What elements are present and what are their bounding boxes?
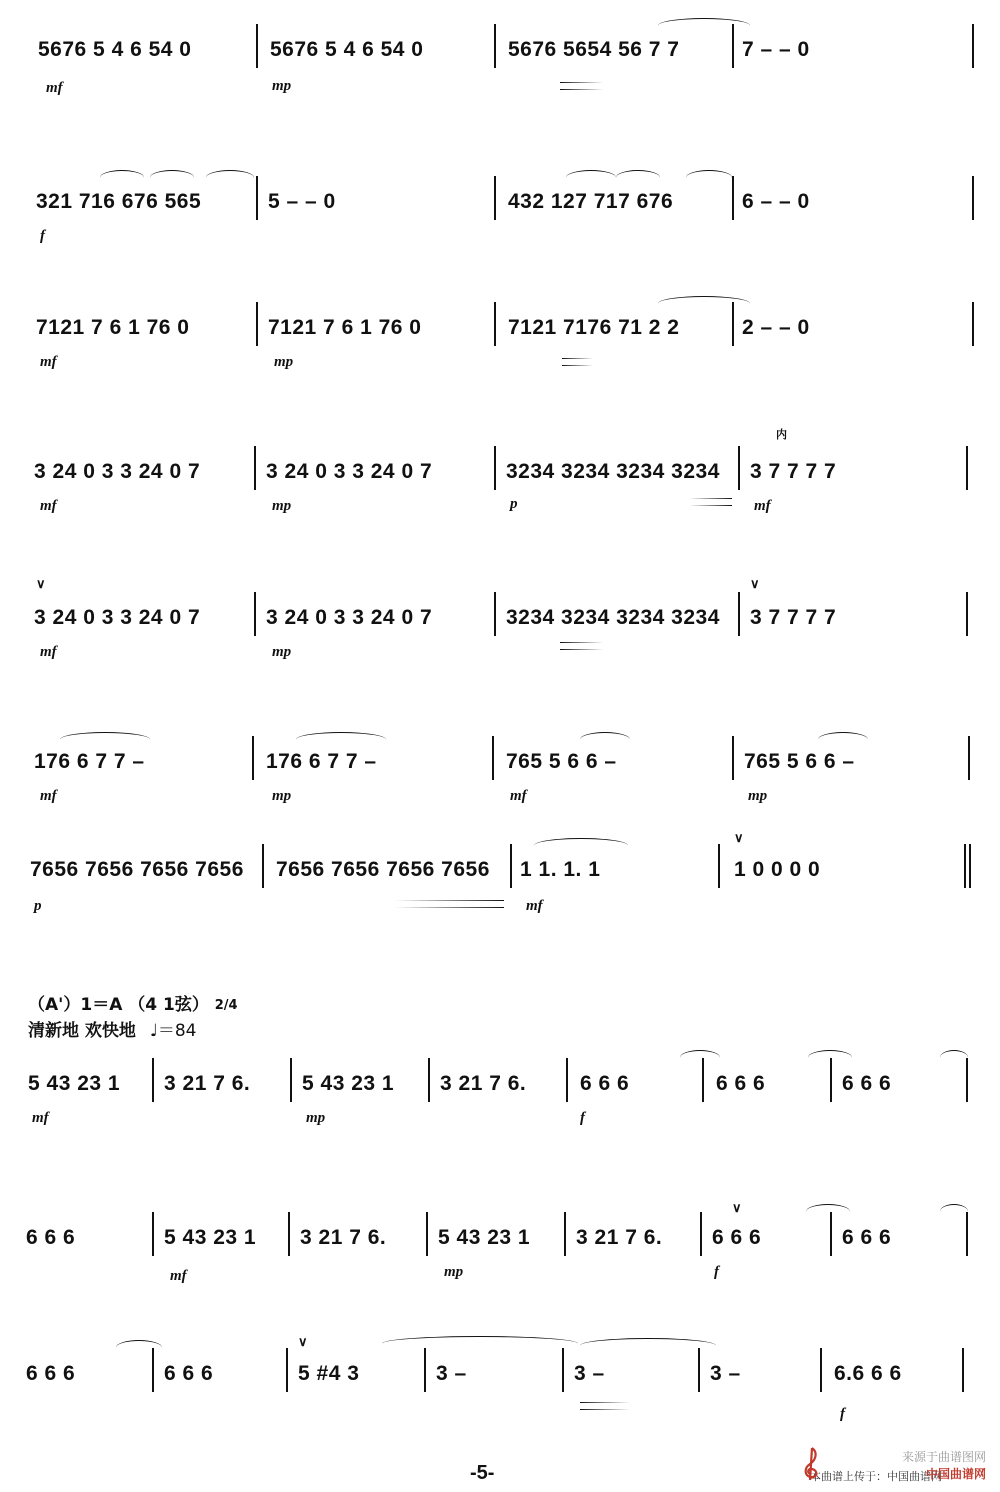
upload-note: 本曲谱上传于：中国曲谱网	[810, 1471, 942, 1483]
barline	[968, 736, 970, 780]
watermark-site-name[interactable]: 中国曲谱网	[925, 1467, 986, 1481]
dynamic-mark: mf	[510, 788, 527, 804]
barline	[510, 844, 512, 888]
slur	[580, 732, 630, 747]
tempo-line: 清新地 欢快地 ♩＝84	[28, 1021, 197, 1041]
barline	[152, 1212, 154, 1256]
dynamic-mark: mf	[40, 354, 57, 370]
system-8: 5 43 23 1 3 21 7 6. 5 43 23 1 3 21 7 6. 6 6 6 6 6 6 6 6 6 mf mp f	[0, 1072, 1000, 1132]
time-signature: 2/4	[214, 997, 238, 1013]
slur	[940, 1204, 968, 1219]
dynamic-mark: f	[40, 228, 45, 244]
barline	[286, 1348, 288, 1392]
dynamic-mark: p	[510, 496, 518, 512]
dynamic-mark: mp	[748, 788, 768, 804]
dynamic-mark: mp	[444, 1264, 464, 1280]
barline	[254, 446, 256, 490]
barline	[494, 446, 496, 490]
dynamic-mark: mf	[170, 1268, 187, 1284]
decrescendo-hairpin	[560, 642, 732, 650]
barline	[718, 844, 720, 888]
barline	[700, 1212, 702, 1256]
dynamic-mark: f	[580, 1110, 585, 1126]
barline	[492, 736, 494, 780]
barline	[290, 1058, 292, 1102]
slur	[818, 732, 868, 747]
slur	[686, 170, 732, 185]
dynamic-mark: mf	[46, 80, 63, 96]
dynamic-mark: mf	[526, 898, 543, 914]
barline	[564, 1212, 566, 1256]
slur	[60, 732, 150, 747]
system-10: 6 6 6 6 6 6 5 #4 3 3 – 3 – 3 – 6.6 6 6 f ∨	[0, 1362, 1000, 1422]
barline	[494, 24, 496, 68]
barline	[738, 446, 740, 490]
barline	[494, 592, 496, 636]
breath-mark-icon: ∨	[298, 1334, 308, 1349]
dynamic-mark: p	[34, 898, 42, 914]
slur	[206, 170, 254, 185]
barline	[962, 1348, 964, 1392]
slur	[808, 1050, 852, 1065]
slur	[150, 170, 194, 185]
barline	[426, 1212, 428, 1256]
barline	[262, 844, 264, 888]
dynamic-mark: mp	[306, 1110, 326, 1126]
breath-mark-icon: ∨	[750, 576, 760, 591]
page-number: -5-	[470, 1462, 495, 1484]
tie-slur	[534, 838, 628, 853]
system-9: 6 6 6 5 43 23 1 3 21 7 6. 5 43 23 1 3 21 7 6. 6 6 6 6 6 6 mf mp f ∨	[0, 1226, 1000, 1286]
system-2: 321 716 676 565 5 – – 0 432 127 717 676 6 – – 0 f	[0, 190, 1000, 250]
barline	[732, 736, 734, 780]
system-5: 3 24 0 3 3 24 0 7 3 24 0 3 3 24 0 7 3234 3234 3234 3234 3 7 7 7 7 mf mp ∨ ∨	[0, 606, 1000, 666]
slur	[616, 170, 660, 185]
key-signature-line: （A'）1＝A （4 1弦） 2/4	[28, 995, 238, 1015]
barline	[732, 176, 734, 220]
barline	[972, 24, 974, 68]
dynamic-mark: mp	[272, 498, 292, 514]
dynamic-mark: mp	[272, 78, 292, 94]
dynamic-mark: f	[714, 1264, 719, 1280]
slur	[806, 1204, 850, 1219]
decrescendo-hairpin	[562, 358, 684, 366]
breath-mark-icon: ∨	[732, 1200, 742, 1215]
slur	[680, 1050, 720, 1065]
barline	[256, 302, 258, 346]
barline	[152, 1058, 154, 1102]
tie-slur	[382, 1336, 578, 1351]
final-barline	[964, 844, 966, 888]
barline	[972, 176, 974, 220]
dynamic-mark: mp	[274, 354, 294, 370]
dynamic-mark: mf	[40, 498, 57, 514]
breath-mark-icon: ∨	[734, 830, 744, 845]
treble-clef-logo-icon	[798, 1446, 824, 1482]
watermark	[902, 1448, 986, 1482]
barline	[256, 24, 258, 68]
dynamic-mark: f	[840, 1406, 845, 1422]
system-7: 7656 7656 7656 7656 7656 7656 7656 7656 1 1. 1. 1 1 0 0 0 0 p mf ∨	[0, 858, 1000, 918]
barline	[820, 1348, 822, 1392]
barline	[738, 592, 740, 636]
tie-slur	[658, 296, 750, 311]
barline	[966, 592, 968, 636]
tie-slur	[580, 1338, 716, 1353]
decrescendo-hairpin	[560, 82, 736, 90]
tie-slur	[658, 18, 750, 33]
slur	[940, 1050, 968, 1065]
dynamic-mark: mp	[272, 788, 292, 804]
slur	[296, 732, 386, 747]
system-4: 3 24 0 3 3 24 0 7 3 24 0 3 3 24 0 7 3234 3234 3234 3234 3 7 7 7 7 mf mp p mf 内	[0, 460, 1000, 520]
barline	[494, 302, 496, 346]
inner-string-marking: 内	[776, 428, 787, 441]
dynamic-mark: mf	[40, 644, 57, 660]
watermark-source-text: 来源于曲谱图网	[901, 1450, 986, 1464]
barline	[494, 176, 496, 220]
barline	[428, 1058, 430, 1102]
system-1: 5676 5 4 6 54 0 5676 5 4 6 54 0 5676 5654 56 7 7 7 – – 0 mf mp	[0, 38, 1000, 98]
barline	[698, 1348, 700, 1392]
crescendo-hairpin	[72, 900, 504, 908]
barline	[256, 176, 258, 220]
barline	[252, 736, 254, 780]
breath-mark-icon: ∨	[36, 576, 46, 591]
decrescendo-hairpin	[580, 1402, 786, 1410]
barline	[288, 1212, 290, 1256]
dynamic-mark: mf	[40, 788, 57, 804]
system-6: 176 6 7 7 – 176 6 7 7 – 765 5 6 6 – 765 5 6 6 – mf mp mf mp	[0, 750, 1000, 810]
slur	[100, 170, 144, 185]
dynamic-mark: mp	[272, 644, 292, 660]
dynamic-mark: mf	[754, 498, 771, 514]
barline	[254, 592, 256, 636]
barline	[562, 1348, 564, 1392]
barline	[424, 1348, 426, 1392]
system-3: 7121 7 6 1 76 0 7121 7 6 1 76 0 7121 7176 71 2 2 2 – – 0 mf mp	[0, 316, 1000, 376]
slur	[116, 1340, 162, 1355]
slur	[566, 170, 616, 185]
crescendo-hairpin	[560, 498, 732, 506]
dynamic-mark: mf	[32, 1110, 49, 1126]
barline	[966, 446, 968, 490]
barline	[972, 302, 974, 346]
barline	[566, 1058, 568, 1102]
